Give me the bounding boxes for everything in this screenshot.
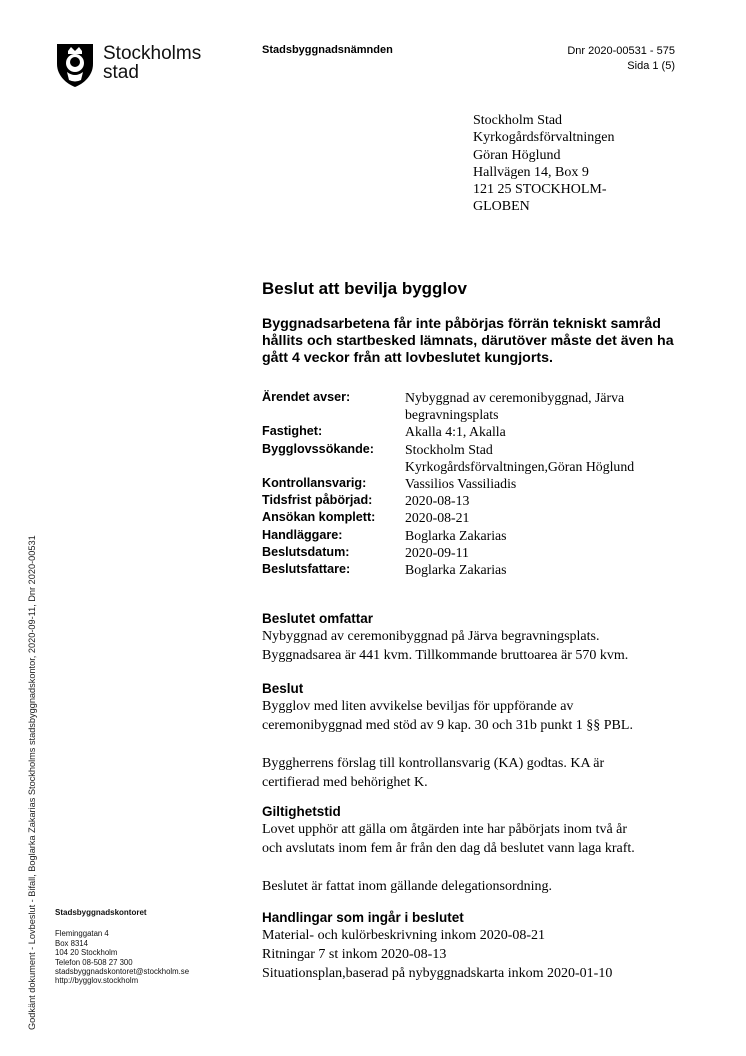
field-value-line: 2020-08-13 [405, 493, 470, 509]
logo-line-1: Stockholms [103, 43, 202, 64]
field-label: Bygglovssökande: [262, 441, 374, 456]
field-row [262, 423, 702, 440]
field-row [262, 475, 702, 492]
office-line: Fleminggatan 4 [55, 929, 109, 939]
field-value-line: begravningsplats [405, 407, 499, 423]
body-line: ceremonibyggnad med stöd av 9 kap. 30 och 31b punkt 1 §§ PBL. [262, 718, 633, 733]
field-value [405, 492, 702, 509]
body-line: Material- och kulörbeskrivning inkom 2020-08-21 [262, 928, 546, 943]
field-label: Ärendet avser: [262, 390, 351, 404]
field-value-line: 2020-09-11 [405, 544, 469, 560]
document-title: Beslut att bevilja bygglov [262, 279, 467, 298]
field-value [405, 475, 702, 492]
page-number: Sida 1 (5) [627, 60, 675, 72]
recipient-address [473, 112, 653, 216]
field-value-line: Akalla 4:1, Akalla [405, 424, 506, 440]
field-value-line: Stockholm Stad [405, 441, 493, 457]
section-heading: Handlingar som ingår i beslutet [262, 910, 464, 925]
office-title: Stadsbyggnadskontoret [55, 908, 147, 917]
section-body [262, 926, 702, 983]
field-label: Beslutsfattare: [262, 562, 351, 577]
section-body [262, 627, 702, 665]
section-giltighetstid [262, 804, 702, 858]
office-url: http://bygglov.stockholm [55, 976, 139, 986]
field-value-line: 2020-08-21 [405, 510, 470, 526]
header-department: Stadsbyggnadsnämnden [262, 44, 393, 56]
field-label: Beslutsdatum: [262, 544, 350, 559]
body-line: Byggnadsarea är 441 kvm. Tillkommande bruttoarea är 570 kvm. [262, 648, 629, 663]
field-value [405, 509, 702, 526]
office-contact [55, 908, 189, 986]
field-value [405, 389, 702, 423]
stockholm-crest-icon [55, 42, 95, 88]
recipient-line: GLOBEN [473, 199, 530, 215]
field-value [405, 423, 702, 440]
field-value [405, 441, 702, 475]
field-label: Fastighet: [262, 424, 323, 439]
office-line: 104 20 Stockholm [55, 948, 118, 958]
recipient-line: Stockholm Stad [473, 113, 563, 128]
field-label: Ansökan komplett: [262, 510, 376, 525]
section-body [262, 820, 702, 858]
section-beslut-ka [262, 754, 702, 792]
office-line: Telefon 08-508 27 300 [55, 957, 133, 967]
header-reference [470, 44, 675, 74]
case-fields [262, 389, 702, 578]
body-line: Byggherrens förslag till kontrollansvarig (KA) godtas. KA är [262, 756, 605, 771]
recipient-line: Göran Höglund [473, 147, 561, 163]
diary-number: Dnr 2020-00531 - 575 [567, 45, 675, 57]
field-value-line: Kyrkogårdsförvaltningen,Göran Höglund [405, 458, 635, 474]
field-row [262, 509, 702, 526]
field-value [405, 544, 702, 561]
body-line: Situationsplan,baserad på nybyggnadskarta inkom 2020-01-10 [262, 966, 613, 981]
section-handlingar [262, 910, 702, 983]
body-line: och avslutats inom fem år från den dag då beslutet vann laga kraft. [262, 841, 635, 856]
field-row [262, 492, 702, 509]
field-row [262, 544, 702, 561]
section-heading: Beslutet omfattar [262, 611, 374, 626]
recipient-line: 121 25 STOCKHOLM- [473, 182, 607, 198]
field-row [262, 441, 702, 475]
body-line: Lovet upphör att gälla om åtgärden inte har påbörjats inom två år [262, 822, 628, 837]
body-line: Nybyggnad av ceremonibyggnad på Järva begravningsplats. [262, 629, 600, 644]
field-row [262, 389, 702, 423]
field-value [405, 561, 702, 578]
field-value-line: Boglarka Zakarias [405, 527, 507, 543]
section-omfattar [262, 611, 702, 665]
field-label: Handläggare: [262, 527, 343, 542]
section-heading: Giltighetstid [262, 804, 341, 819]
field-row [262, 527, 702, 544]
section-body [262, 697, 702, 735]
field-value-line: Boglarka Zakarias [405, 562, 507, 578]
approval-stamp-note: Godkänt dokument - Lovbeslut - Bifall, Boglarka Zakarias Stockholms stadsbyggnadskontor, 2020-09-11, Dnr 2020-00531 [27, 535, 37, 1030]
logo-line-2: stad [103, 62, 139, 83]
field-label: Tidsfrist påbörjad: [262, 493, 373, 508]
body-line: Ritningar 7 st inkom 2020-08-13 [262, 947, 447, 962]
recipient-line: Kyrkogårdsförvaltningen [473, 130, 615, 146]
section-beslut [262, 681, 702, 735]
field-value-line: Vassilios Vassiliadis [405, 476, 517, 492]
logo-wordmark [103, 44, 201, 82]
field-value [405, 527, 702, 544]
body-line: certifierad med behörighet K. [262, 775, 428, 790]
recipient-line: Hallvägen 14, Box 9 [473, 164, 589, 180]
office-line: Box 8314 [55, 938, 88, 948]
section-heading: Beslut [262, 681, 304, 696]
field-label: Kontrollansvarig: [262, 476, 367, 491]
field-row [262, 561, 702, 578]
field-value-line: Nybyggnad av ceremonibyggnad, Järva [405, 390, 625, 405]
delegation-note: Beslutet är fattat inom gällande delegationsordning. [262, 879, 553, 894]
office-email: stadsbyggnadskontoret@stockholm.se [55, 967, 190, 977]
warning-notice: Byggnadsarbetena får inte påbörjas förrän tekniskt samråd hållits och startbesked lämnats, därutöver måste det även ha gått 4 veckor från att lovbeslutet kungjorts. [262, 316, 674, 366]
body-line: Bygglov med liten avvikelse beviljas för uppförande av [262, 699, 574, 714]
